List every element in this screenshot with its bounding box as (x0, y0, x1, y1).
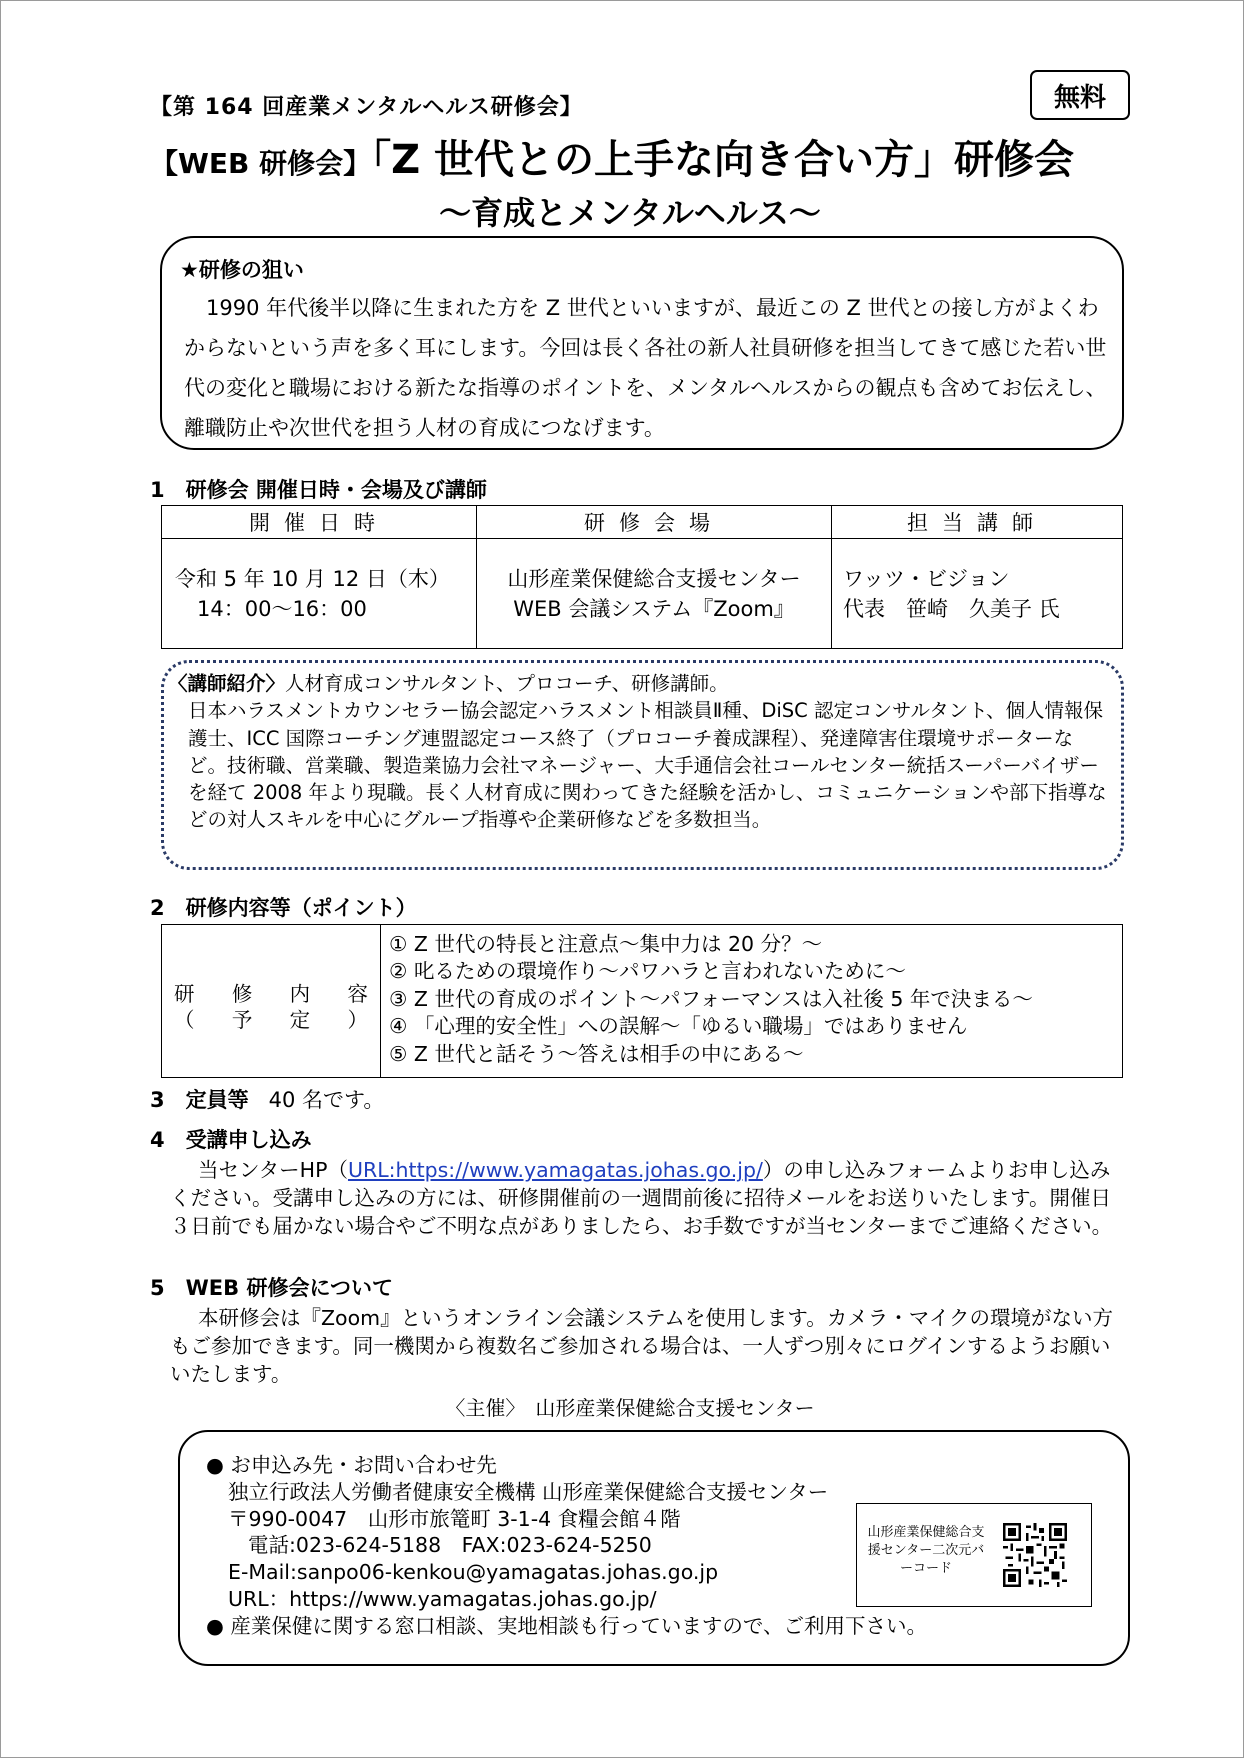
content-item: ② 叱るための環境作り～パワハラと言われないために～ (389, 959, 906, 984)
section2-heading: 2 研修内容等（ポイント） (150, 896, 417, 920)
lecturer-intro-body: 日本ハラスメントカウンセラー協会認定ハラスメント相談員Ⅱ種、DiSC 認定コンサルタント、個人情報保護士、ICC 国際コーチング連盟認定コース終了（プロコーチ養成課程）、発達障害住環境サポーターなど。技術職、営業職、製造業協力会社マネージャー、大手通信会社コールセンター統括スーパーバイザーを経て 2008 年より現職。長く人材育成に関わってきた経験を活かし、コミュニケーションや部下指導などの対人スキルを中心にグループ指導や企業研修などを多数担当。 (188, 699, 1107, 832)
content-item: ③ Z 世代の育成のポイント～パフォーマンスは入社後 5 年で決まる～ (389, 986, 1033, 1011)
contact-email: E-Mail:sanpo06-kenkou@yamagatas.johas.go.jp (228, 1560, 719, 1585)
col-lecturer-header: 担当講師 (832, 506, 1123, 539)
lecturer-cell (832, 539, 1123, 649)
label-char: 内 (289, 982, 311, 1006)
section5-heading: 5 WEB 研修会について (150, 1276, 394, 1300)
lecturer-intro (168, 670, 1112, 834)
contact-url: URL：https://www.yamagatas.johas.go.jp/ (228, 1586, 657, 1611)
qr-label: 山形産業保健総合支援センター二次元バーコード (867, 1525, 985, 1576)
aim-body: 1990 年代後半以降に生まれた方を Z 世代といいますが、最近この Z 世代との接し方がよくわからないという声を多く耳にします。今回は長く各社の新人社員研修を担当してきて感じた若い世代の変化と職場における新たな指導のポイントを、メンタルヘルスからの観点も含めてお伝えし、離職防止や次世代を担う人材の育成につなげます。 (184, 296, 1107, 440)
content-label-row2 (174, 1003, 368, 1033)
label-char: 容 (347, 982, 368, 1006)
main-title (150, 128, 1110, 185)
section4-text (170, 1156, 1124, 1240)
label-char: 修 (231, 982, 253, 1006)
schedule-table (161, 505, 1123, 649)
content-item: ⑤ Z 世代と話そう～答えは相手の中にある～ (389, 1041, 804, 1066)
organizer: 〈主催〉 山形産業保健総合支援センター (445, 1396, 815, 1420)
contact-heading: ● お申込み先・お問い合わせ先 (206, 1453, 497, 1477)
label-char: 定 (289, 1008, 311, 1032)
section3 (150, 1084, 384, 1114)
date-cell (162, 539, 477, 649)
section4-heading: 4 受講申し込み (150, 1128, 312, 1152)
label-char: 研 (174, 982, 195, 1006)
content-table (161, 924, 1123, 1078)
title-prefix: 【WEB 研修会】 (150, 147, 372, 180)
lecturer-line2: 代表 笹崎 久美子 氏 (843, 596, 1060, 621)
contact-org: 独立行政法人労働者健康安全機構 山形産業保健総合支援センター (228, 1479, 829, 1504)
date-line1: 令和 5 年 10 月 12 日（木） (175, 566, 450, 591)
section4-url-link[interactable]: URL:https://www.yamagatas.johas.go.jp/ (347, 1158, 763, 1182)
time-line: 14：00～16：00 (197, 596, 367, 621)
lecturer-intro-label: 〈講師紹介〉 (168, 672, 286, 695)
venue-line1: 山形産業保健総合支援センター (507, 566, 801, 591)
col-venue-header: 研修会場 (477, 506, 832, 539)
venue-cell (477, 539, 832, 649)
venue-line2: WEB 会議システム『Zoom』 (513, 596, 795, 621)
free-badge: 無料 (1030, 70, 1130, 120)
label-char: ） (347, 1008, 368, 1032)
contact-address: 〒990-0047 山形市旅篭町 3-1-4 食糧会館４階 (228, 1506, 681, 1531)
content-items-cell (381, 925, 1123, 1078)
aim-heading: ★研修の狙い (180, 258, 304, 282)
label-char: 予 (231, 1008, 253, 1032)
contact-note: ● 産業保健に関する窓口相談、実地相談も行っていますので、ご利用下さい。 (206, 1613, 927, 1638)
qr-code-icon[interactable] (1003, 1523, 1067, 1587)
content-item: ① Z 世代の特長と注意点～集中力は 20 分？～ (389, 932, 823, 956)
label-char: （ (174, 1008, 195, 1032)
lecturer-intro-first-line: 人材育成コンサルタント、プロコーチ、研修講師。 (285, 672, 729, 695)
lecturer-line1: ワッツ・ビジョン (843, 566, 1010, 591)
subtitle: ～育成とメンタルヘルス～ (439, 194, 821, 232)
section5-text: 本研修会は『Zoom』というオンライン会議システムを使用します。カメラ・マイクの環境がない方もご参加できます。同一機関から複数名ご参加される場合は、一人ずつ別々にログインするようお願いいたします。 (170, 1306, 1113, 1386)
series-title: 【第 164 回産業メンタルヘルス研修会】 (150, 95, 583, 120)
col-date-header: 開催日時 (162, 506, 477, 539)
section1-heading: 1 研修会 開催日時・会場及び講師 (150, 478, 487, 502)
section4-text-after: ）の申し込みフォームよりお申し込みください。受講申し込みの方には、研修開催前の一週間前後に招待メールをお送りいたします。開催日３日前でも届かない場合やご不明な点がありましたら、お手数ですが当センターまでご連絡ください。 (170, 1158, 1113, 1238)
title-main: 「Z 世代との上手な向き合い方」研修会 (371, 137, 1075, 183)
content-label-cell (162, 925, 381, 1078)
section4-text-before: 当センターHP（ (198, 1158, 348, 1182)
section3-text: 40 名です。 (268, 1088, 385, 1112)
content-item: ④ 「心理的安全性」への誤解～「ゆるい職場」ではありません (389, 1014, 968, 1039)
section3-heading: 3 定員等 (150, 1088, 249, 1112)
contact-phone: 電話:023-624-5188 FAX:023-624-5250 (248, 1533, 652, 1558)
